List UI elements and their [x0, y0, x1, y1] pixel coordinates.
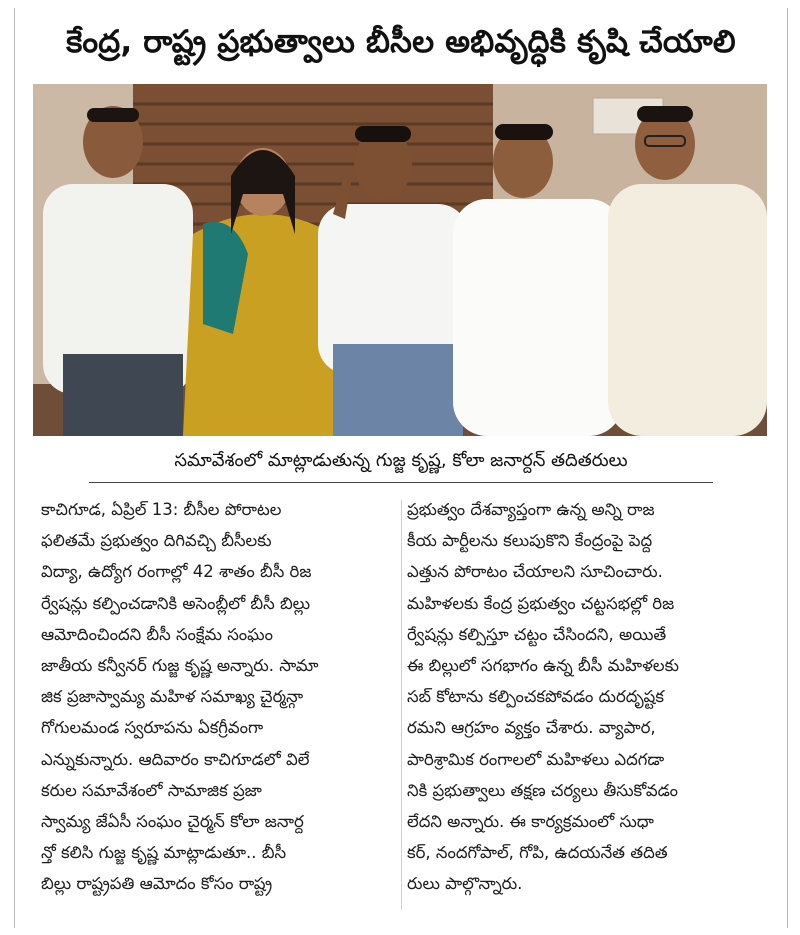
column-2-line: ఈ బిల్లులో సగభాగం ఉన్న బీసీ మహిళలకు [407, 655, 679, 675]
column-2-line: నికి ప్రభుత్వాలు తక్షణ చర్యలు తీసుకోవడం [407, 780, 678, 800]
column-2-line: రమని ఆగ్రహం వ్యక్తం చేశారు. వ్యాపార, [407, 718, 656, 738]
column-2-line: లేదని అన్నారు. ఈ కార్యక్రమంలో సుధా [407, 811, 654, 831]
headline: కేంద్ర, రాష్ట్ర ప్రభుత్వాలు బీసీల అభివృద్ధికి కృషి చేయాలి [66, 23, 736, 60]
column-1-line: ర్వేషన్లు కల్పించడానికి అసెంబ్లీలో బీసీ బిల్లు [41, 593, 311, 613]
news-photo [33, 84, 767, 436]
column-1-line: కరుల సమావేశంలో సామాజిక ప్రజా [41, 780, 262, 800]
column-2-line: ఎత్తున పోరాటం చేయాలని సూచించారు. [407, 562, 663, 582]
column-1-line: స్వామ్య జేఏసీ సంఘం చైర్మన్ కోలా జనార్ద [41, 811, 304, 831]
column-2-line: పారిశ్రామిక రంగాలలో మహిళలు ఎదగడా [407, 749, 665, 769]
column-1-line: కాచిగూడ, ఏప్రిల్ 13: బీసీల పోరాటల [41, 500, 282, 519]
column-1-line: జాతీయ కన్వీనర్ గుజ్జ కృష్ణ అన్నారు. సామా [41, 655, 319, 675]
article-column-1 [41, 494, 397, 899]
column-1-line: ఎన్నుకున్నారు. ఆదివారం కాచిగూడలో విలే [41, 749, 310, 769]
photo-caption: సమావేశంలో మాట్లాడుతున్న గుజ్జ కృష్ణ, కోలా జనార్దన్ తదితరులు [174, 449, 628, 471]
column-2-line: కీయ పార్టీలను కలుపుకొని కేంద్రంపై పెద్ద [407, 531, 653, 551]
article-column-2 [407, 494, 763, 899]
group-photo-illustration [33, 84, 767, 436]
column-2-line: రులు పాల్గొన్నారు. [407, 874, 523, 894]
column-2-line: సబ్ కోటాను కల్పించకపోవడం దురదృష్టక [407, 687, 664, 707]
column-1-line: ఫలితమే ప్రభుత్వం దిగివచ్చి బీసీలకు [41, 531, 272, 551]
column-1-line: విద్యా, ఉద్యోగ రంగాల్లో 42 శాతం బీసీ రిజ [41, 562, 312, 582]
column-2-line: ప్రభుత్వం దేశవ్యాప్తంగా ఉన్న అన్ని రాజ [407, 500, 655, 519]
newspaper-clipping [14, 8, 788, 928]
caption-underline [89, 482, 713, 483]
column-2-line: మహిళలకు కేంద్ర ప్రభుత్వం చట్టసభల్లో రిజ [407, 593, 675, 613]
column-2-line: ర్వేషన్లు కల్పిస్తూ చట్టం చేసిందని, అయితే [407, 624, 667, 644]
column-1-line: ఆమోదించిందని బీసీ సంక్షేమ సంఘం [41, 624, 274, 644]
column-1-line: న్తో కలిసి గుజ్జ కృష్ణ మాట్లాడుతూ.. బీసీ [41, 843, 287, 863]
column-1-line: జిక ప్రజాస్వామ్య మహిళ సమాఖ్య చైర్మన్గా [41, 687, 304, 707]
column-2-line: కర్, నందగోపాల్, గోపి, ఉదయనేత తదిత [407, 843, 668, 863]
column-divider [401, 500, 402, 910]
column-1-line: గోగులమండ స్వరూపను ఏకగ్రీవంగా [41, 718, 264, 738]
column-1-line: బిల్లు రాష్ట్రపతి ఆమోదం కోసం రాష్ట్ర [41, 874, 273, 894]
